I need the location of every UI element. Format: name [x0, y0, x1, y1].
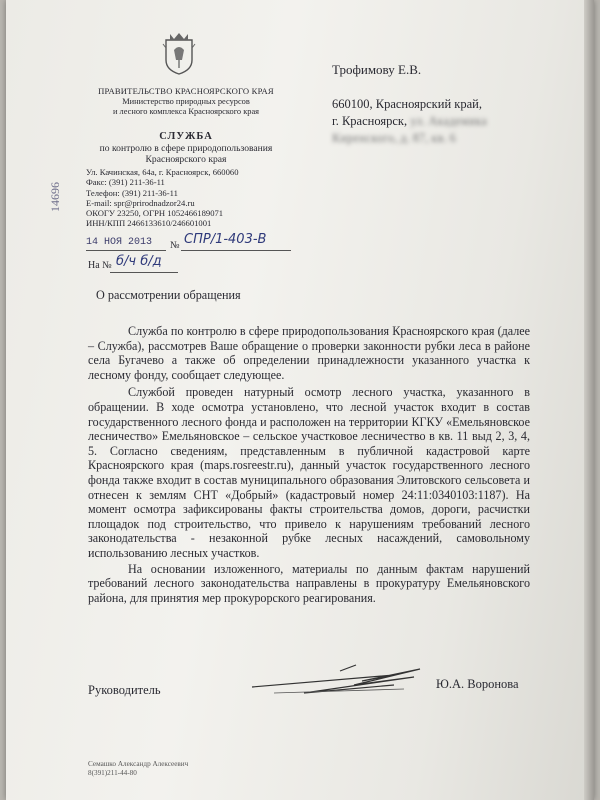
date-underline — [86, 250, 166, 251]
address-redacted: Киренского, д. 87, кв. 6 — [332, 131, 456, 145]
address-line: 660100, Красноярский край, — [332, 97, 482, 111]
signature-icon — [244, 655, 434, 705]
letter-body — [88, 324, 530, 605]
contact-inn: ИНН/КПП 2466133610/246601001 — [86, 218, 212, 229]
body-paragraph: На основании изложенного, материалы по данным фактам нарушений требований лесного законодательства направлены в прокуратуру Емельяновского района, для принятия мер прокурорского реагирования. — [88, 561, 530, 605]
signer-name: Ю.А. Воронова — [436, 677, 519, 691]
contact-email: E-mail: spr@prirodnadzor24.ru — [86, 197, 195, 208]
contact-fax: Факс: (391) 211-36-11 — [86, 177, 165, 188]
reply-to-number: б/ч б/д — [116, 254, 162, 269]
address-line — [332, 113, 487, 130]
body-paragraph: Службой проведен натурный осмотр лесного участка, указанного в обращении. В ходе осмотра установлено, что лесной участок входит в состав государственного лесного фонда и расположен на территории КГКУ «Емельяновское лесничество» Емельяновское – сельское участковое лесничество в кв. 11 выд 2, 3, 4, 5. Согласно сведениям, представленным в публичной кадастровой карте Красноярского края (maps.rosreestr.ru), данный участок государственного лесного фонда также входит в состав муниципального образования Элитовского сельсовета и отнесен к землям СНТ «Добрый» (кадастровый номер 24:11:0340103:1187). На момент осмотра зафиксированы факты строительства домов, дороги, расчистки площадок под строительство, что привело к нарушениям требований лесного законодательства - незаконной рубке лесных насаждений, самовольному использованию лесных участков. — [88, 385, 530, 560]
body-paragraph: Служба по контролю в сфере природопользования Красноярского края (далее – Служба), рассмотрев Ваше обращение о проверки законности рубки леса в районе села Бугачево а также об определении принадлежности указанного участка к лесному фонду, сообщает следующее. — [88, 324, 530, 382]
letter-date: 14 НОЯ 2013 — [86, 237, 153, 248]
contact-ogrn: ОКОГУ 23250, ОГРН 1052466189071 — [86, 208, 224, 219]
address-city: г. Красноярск, — [332, 114, 408, 128]
recipient-address — [332, 96, 487, 147]
service-sub-line: Красноярского края — [145, 154, 227, 165]
reply-to-label: На № — [88, 260, 112, 271]
executor-block — [88, 760, 188, 778]
signer-title: Руководитель — [88, 683, 161, 697]
executor-name: Семашко Александр Алексеевич — [88, 760, 189, 768]
service-sub-line: по контролю в сфере природопользования — [99, 143, 273, 154]
ref-label: № — [170, 240, 180, 251]
reply-underline — [110, 272, 178, 273]
registration-stamp-number: 14696 — [48, 182, 62, 212]
ministry-line: и лесного комплекса Красноярского края — [112, 107, 260, 116]
page-edge-shadow — [584, 0, 594, 800]
reference-number: СПР/1-403-В — [184, 232, 267, 247]
ministry-name — [66, 97, 306, 117]
coat-of-arms-icon — [162, 30, 196, 76]
letter-page — [6, 0, 594, 800]
contact-block — [86, 167, 239, 229]
letter-subject: О рассмотрении обращения — [96, 288, 241, 302]
contact-address: Ул. Качинская, 64а, г. Красноярск, 660060 — [86, 167, 239, 177]
agency-name: ПРАВИТЕЛЬСТВО КРАСНОЯРСКОГО КРАЯ — [98, 86, 274, 96]
ministry-line: Министерство природных ресурсов — [122, 97, 250, 106]
recipient-name: Трофимову Е.В. — [332, 62, 422, 77]
service-subtitle — [66, 143, 306, 165]
ref-underline — [181, 250, 291, 251]
executor-phone: 8(391)211-44-80 — [88, 769, 137, 777]
address-redacted: ул. Академика — [410, 114, 487, 128]
service-title: СЛУЖБА — [159, 131, 213, 142]
contact-phone: Телефон: (391) 211-36-11 — [86, 187, 178, 198]
